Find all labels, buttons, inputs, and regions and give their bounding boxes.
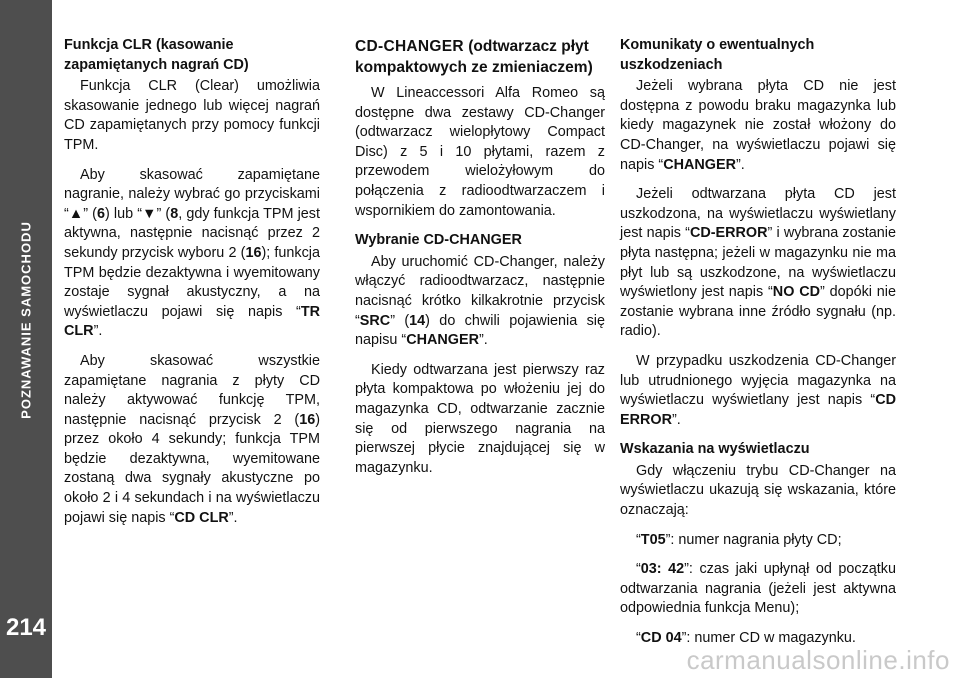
cd-changer-paragraph-1: W Lineaccessori Alfa Romeo są dostępne dwa zestawy CD-Changer (odtwarzacz wielopłytowy Compact Disc) z 5 i 10 płytami, razem z przewodem wielożyłowym do połączenia z radioodtwarzaczem i wspornikiem do zamontowania. [355, 85, 605, 219]
display-indications-heading: Wskazania na wyświetlaczu [620, 441, 810, 458]
clr-paragraph-3: Aby skasować wszystkie zapamiętane nagrania z płyty CD należy aktywować funkcję TPM, następnie nacisnąć przycisk 2 (16) przez około 4 sekundy; funkcja TPM będzie dezaktywna, wyemitowane zostaną dwa sygnały akustyczne po około 2 i 4 sekundach i na wyświetlaczu pojawi się napis “CD CLR”. [64, 352, 320, 526]
display-item-track: “T05”: numer nagrania płyty CD; [636, 531, 842, 548]
clr-paragraph-2: Aby skasować zapamiętane nagranie, należy wybrać go przyciskami “▲” (6) lub “▼” (8, gdy funkcja TPM jest aktywna, następnie nacisnąć przez 2 sekundy przycisk wyboru 2 (16); funkcja TPM będzie dezaktywna i wyemitowany zostaje sygnał akustyczny, a na wyświetlaczu pojawi się napis “TR CLR”. [64, 166, 321, 340]
display-code: CD CLR [174, 509, 229, 526]
column-3 [620, 36, 896, 659]
error-paragraph-2: Jeżeli odtwarzana płyta CD jest uszkodzona, na wyświetlaczu wyświetlany jest napis “CD-ERROR” i wybrana zostanie płyta następna; jeżeli w magazynku nie ma płyt lub są uszkodzone, na wyświetlaczu wyświetlony jest napis “NO CD” dopóki nie zostanie wybrana inne źródło sygnału (np. radio). [620, 186, 897, 340]
clr-heading: Funkcja CLR (kasowanie zapamiętanych nagrań CD) [64, 37, 249, 73]
error-paragraph-1: Jeżeli wybrana płyta CD nie jest dostępna z powodu braku magazynka lub kiedy magazynek nie został włożony do CD-Changer, na wyświetlaczu pojawi się napis “CHANGER”. [620, 78, 896, 173]
cd-changer-heading: CD-CHANGER (odtwarzacz płyt kompaktowych ze zmieniaczem) [355, 38, 593, 76]
section-title [3, 40, 49, 600]
page-number: 214 [5, 614, 47, 641]
watermark: carmanualsonline.info [686, 645, 950, 675]
column-2 [355, 36, 605, 488]
display-code: CHANGER [406, 332, 479, 349]
error-paragraph-3: W przypadku uszkodzenia CD-Changer lub utrudnionego wyjęcia magazynka na wyświetlaczu wyświetlany jest napis “CD ERROR”. [620, 352, 896, 428]
display-paragraph-1: Gdy włączeniu trybu CD-Changer na wyświetlaczu ukazują się wskazania, które oznaczają: [620, 462, 896, 519]
down-arrow-icon: ▼ [142, 205, 157, 222]
display-code: TR CLR [64, 303, 320, 340]
clr-paragraph-1: Funkcja CLR (Clear) umożliwia skasowanie jednego lub więcej nagrań CD zapamiętanych przy pomocy funkcji TPM. [64, 78, 320, 153]
display-item-cd: “CD 04”: numer CD w magazynku. [636, 630, 856, 647]
cd-changer-paragraph-3: Kiedy odtwarzana jest pierwszy raz płyta kompaktowa po włożeniu jej do magazynka CD, odtwarzanie zacznie się od pierwszego nagrania na pierwszej płycie znajdującej się w magazynku. [355, 361, 605, 476]
error-messages-heading: Komunikaty o ewentualnych uszkodzeniach [620, 37, 815, 73]
display-item-time: “03: 42”: czas jaki upłynął od początku odtwarzania nagrania (jeżeli jest aktywna odpowiednia funkcja Menu); [620, 561, 896, 617]
section-title-text: POZNAWANIE SAMOCHODU [18, 221, 34, 419]
up-arrow-icon: ▲ [68, 205, 84, 222]
select-cd-changer-heading: Wybranie CD-CHANGER [355, 232, 522, 249]
sidebar [0, 0, 52, 678]
column-1 [64, 36, 320, 538]
cd-changer-paragraph-2: Aby uruchomić CD-Changer, należy włączyć radioodtwarzacz, następnie nacisnąć krótko kilkakrotnie przycisk “SRC” (14) do chwili pojawienia się napisu “CHANGER”. [355, 253, 605, 349]
